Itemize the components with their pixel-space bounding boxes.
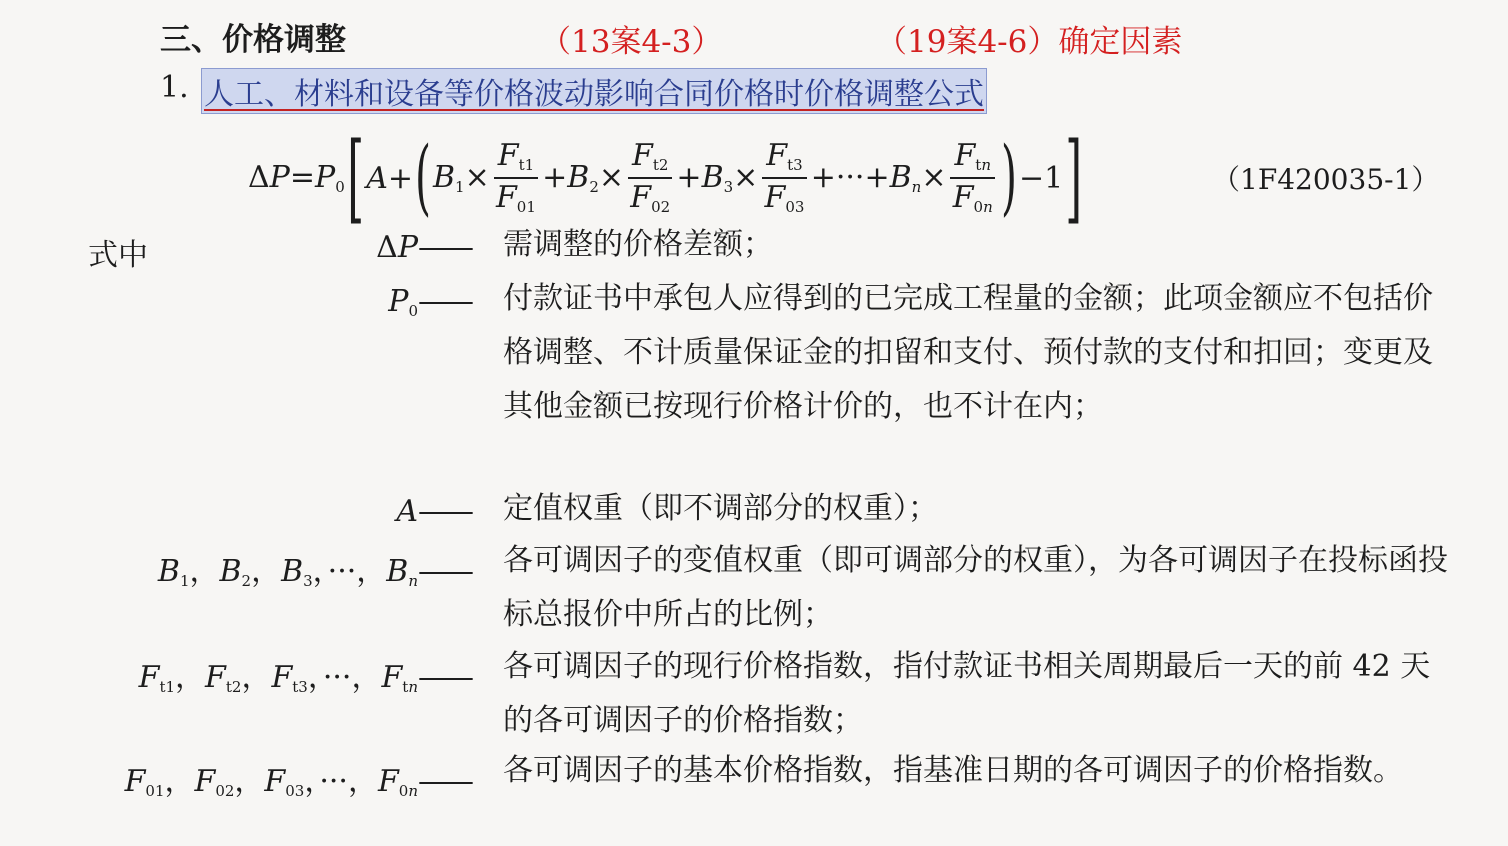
definition-f0: 各可调因子的基本价格指数，指基准日期的各可调因子的价格指数。 (503, 753, 1403, 788)
definition-b: 各可调因子的变值权重（即可调部分的权重），为各可调因子在投标函投标总报价中所占的比例； (503, 543, 1448, 632)
item-number: 1. (160, 70, 189, 105)
case-note-1: （13案4-3） (540, 24, 723, 60)
section-heading: 三、价格调整 (160, 22, 346, 58)
definition-a: 定值权重（即不调部分的权重）； (503, 491, 938, 526)
equation-number: （1F420035-1） (1212, 163, 1440, 196)
highlighted-item-title[interactable]: 人工、材料和设备等价格波动影响合同价格时价格调整公式 (201, 68, 987, 114)
term-p0: $P_0——$ (388, 284, 470, 320)
definition-ft: 各可调因子的现行价格指数，指付款证书相关周期最后一天的前 42 天的各可调因子的价格指数； (503, 649, 1431, 738)
where-label: 式中 (88, 238, 148, 273)
term-ft: $F_{t1}$，$F_{t2}$，$F_{t3}$，···，$F_{tn}——$ (138, 660, 470, 696)
term-a: A—— (396, 494, 470, 529)
term-b: $B_1$，$B_2$，$B_3$，···，$B_n——$ (157, 554, 470, 590)
case-note-2: （19案4-6）确定因素 (876, 24, 1183, 60)
price-adjustment-formula: $\Delta P=P_0$ [ A+ ( $B_1\times$ $\frac{F_{t1}}{F_{01}}$ $+B_2\times$ $\frac{F_{t2}}{F_{02}}$ $+B_3\times$ $\frac{F_{t3}}{F_{03}}$ $+\cdot\cdot\cdot+B_n\times$ $\frac{F_{tn}}{F_{0n}}$ ) −1 ] (248, 122, 1083, 234)
term-f0: $F_{01}$，$F_{02}$，$F_{03}$，···，$F_{0n}——$ (124, 764, 470, 800)
definition-p0: 付款证书中承包人应得到的已完成工程量的金额；此项金额应不包括价格调整、不计质量保证金的扣留和支付、预付款的支付和扣回；变更及其他金额已按现行价格计价的，也不计在内； (503, 281, 1433, 424)
term-delta-p: ΔP—— (376, 230, 470, 265)
definition-delta-p: 需调整的价格差额； (503, 227, 773, 262)
